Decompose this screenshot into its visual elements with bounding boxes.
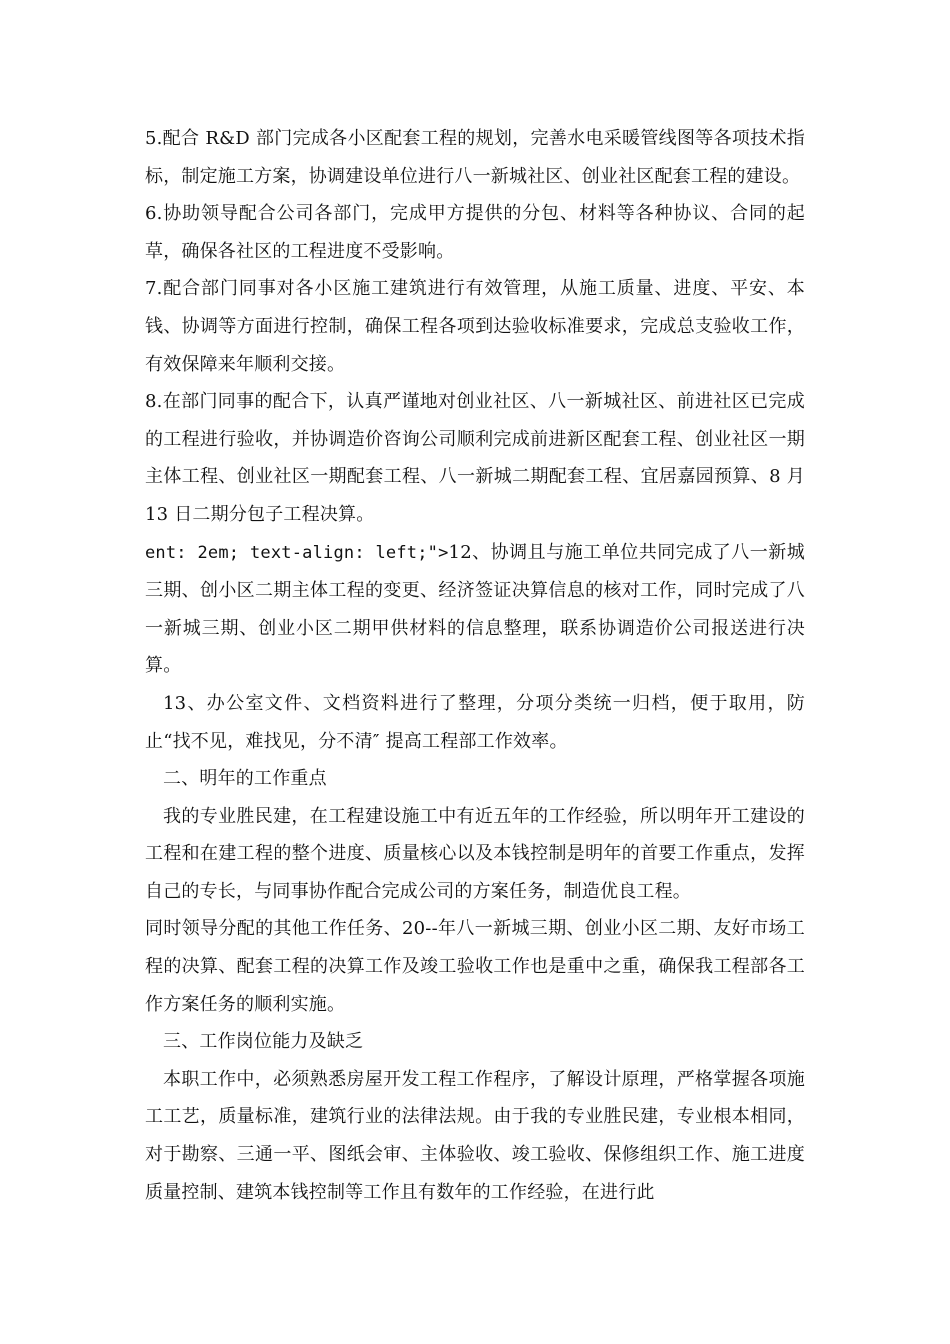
raw-html-fragment: ent: 2em; text-align: left;"> [145,542,449,563]
paragraph-next-year-1: 我的专业胜民建，在工程建设施工中有近五年的工作经验，所以明年开工建设的工程和在建工程的整个进度、质量核心以及本钱控制是明年的首要工作重点，发挥自己的专长，与同事协作配合完成公司的方案任务，制造优良工程。 [145,805,805,902]
paragraph-item-12-text: 12、协调且与施工单位共同完成了八一新城三期、创小区二期主体工程的变更、经济签证决算信息的核对工作，同时完成了八一新城三期、创业小区二期甲供材料的信息整理，联系协调造价公司报送进行决算。 [145,541,805,677]
section-heading-2: 二、明年的工作重点 [163,768,327,790]
paragraph-item-8: 8.在部门同事的配合下，认真严谨地对创业社区、八一新城社区、前进社区已完成的工程进行验收，并协调造价咨询公司顺利完成前进新区配套工程、创业社区一期主体工程、创业社区一期配套工程、八一新城二期配套工程、宜居嘉园预算、8 月 13 日二期分包子工程决算。 [145,391,805,525]
paragraph-item-6: 6.协助领导配合公司各部门，完成甲方提供的分包、材料等各种协议、合同的起草，确保各社区的工程进度不受影响。 [145,203,805,262]
document-page [145,120,805,1211]
paragraph-item-12 [145,534,805,685]
paragraph-item-7: 7.配合部门同事对各小区施工建筑进行有效管理，从施工质量、进度、平安、本钱、协调等方面进行控制，确保工程各项到达验收标准要求，完成总支验收工作，有效保障来年顺利交接。 [145,278,805,375]
paragraph-next-year-2: 同时领导分配的其他工作任务、20--年八一新城三期、创业小区二期、友好市场工程的决算、配套工程的决算工作及竣工验收工作也是重中之重，确保我工程部各工作方案任务的顺利实施。 [145,918,805,1015]
paragraph-item-13: 13、办公室文件、文档资料进行了整理，分项分类统一归档，便于取用，防止“找不见，难找见，分不清″ 提高工程部工作效率。 [145,692,805,752]
section-heading-3: 三、工作岗位能力及缺乏 [163,1031,364,1053]
paragraph-ability: 本职工作中，必须熟悉房屋开发工程工作程序，了解设计原理，严格掌握各项施工工艺，质量标准，建筑行业的法律法规。由于我的专业胜民建，专业根本相同，对于勘察、三通一平、图纸会审、主体验收、竣工验收、保修组织工作、施工进度质量控制、建筑本钱控制等工作且有数年的工作经验，在进行此 [145,1068,805,1203]
paragraph-item-5: 5.配合 R&D 部门完成各小区配套工程的规划，完善水电采暖管线图等各项技术指标，制定施工方案，协调建设单位进行八一新城社区、创业社区配套工程的建设。 [145,128,805,187]
